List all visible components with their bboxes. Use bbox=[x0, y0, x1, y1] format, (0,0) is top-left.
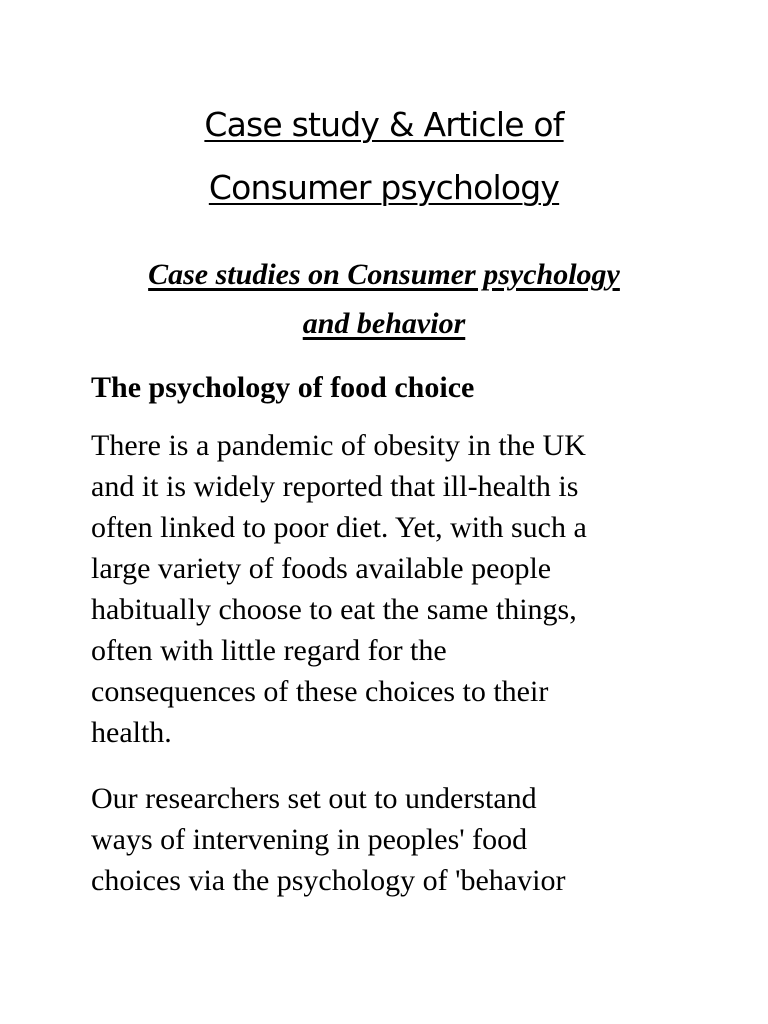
paragraph-line: There is a pandemic of obesity in the UK bbox=[91, 429, 586, 462]
paragraph-line: habitually choose to eat the same things, bbox=[91, 593, 577, 626]
paragraph-1 bbox=[91, 425, 751, 753]
section-heading: The psychology of food choice bbox=[91, 371, 475, 404]
paragraph-line: and it is widely reported that ill-health is bbox=[91, 470, 579, 503]
paragraph-line: Our researchers set out to understand bbox=[91, 782, 537, 815]
paragraph-line: large variety of foods available people bbox=[91, 552, 552, 585]
paragraph-line: ways of intervening in peoples' food bbox=[91, 823, 528, 856]
paragraph-2 bbox=[91, 778, 751, 901]
document-title-line-1: Case study & Article of bbox=[204, 105, 564, 144]
document-title-line-2: Consumer psychology bbox=[208, 168, 560, 207]
paragraph-line: health. bbox=[91, 716, 172, 749]
document-subtitle-line-1: Case studies on Consumer psychology bbox=[148, 258, 620, 291]
paragraph-line: often with little regard for the bbox=[91, 634, 447, 667]
document-subtitle-line-2: and behavior bbox=[302, 307, 466, 340]
paragraph-line: often linked to poor diet. Yet, with such a bbox=[91, 511, 587, 544]
paragraph-line: choices via the psychology of 'behavior bbox=[91, 864, 566, 897]
paragraph-line: consequences of these choices to their bbox=[91, 675, 549, 708]
